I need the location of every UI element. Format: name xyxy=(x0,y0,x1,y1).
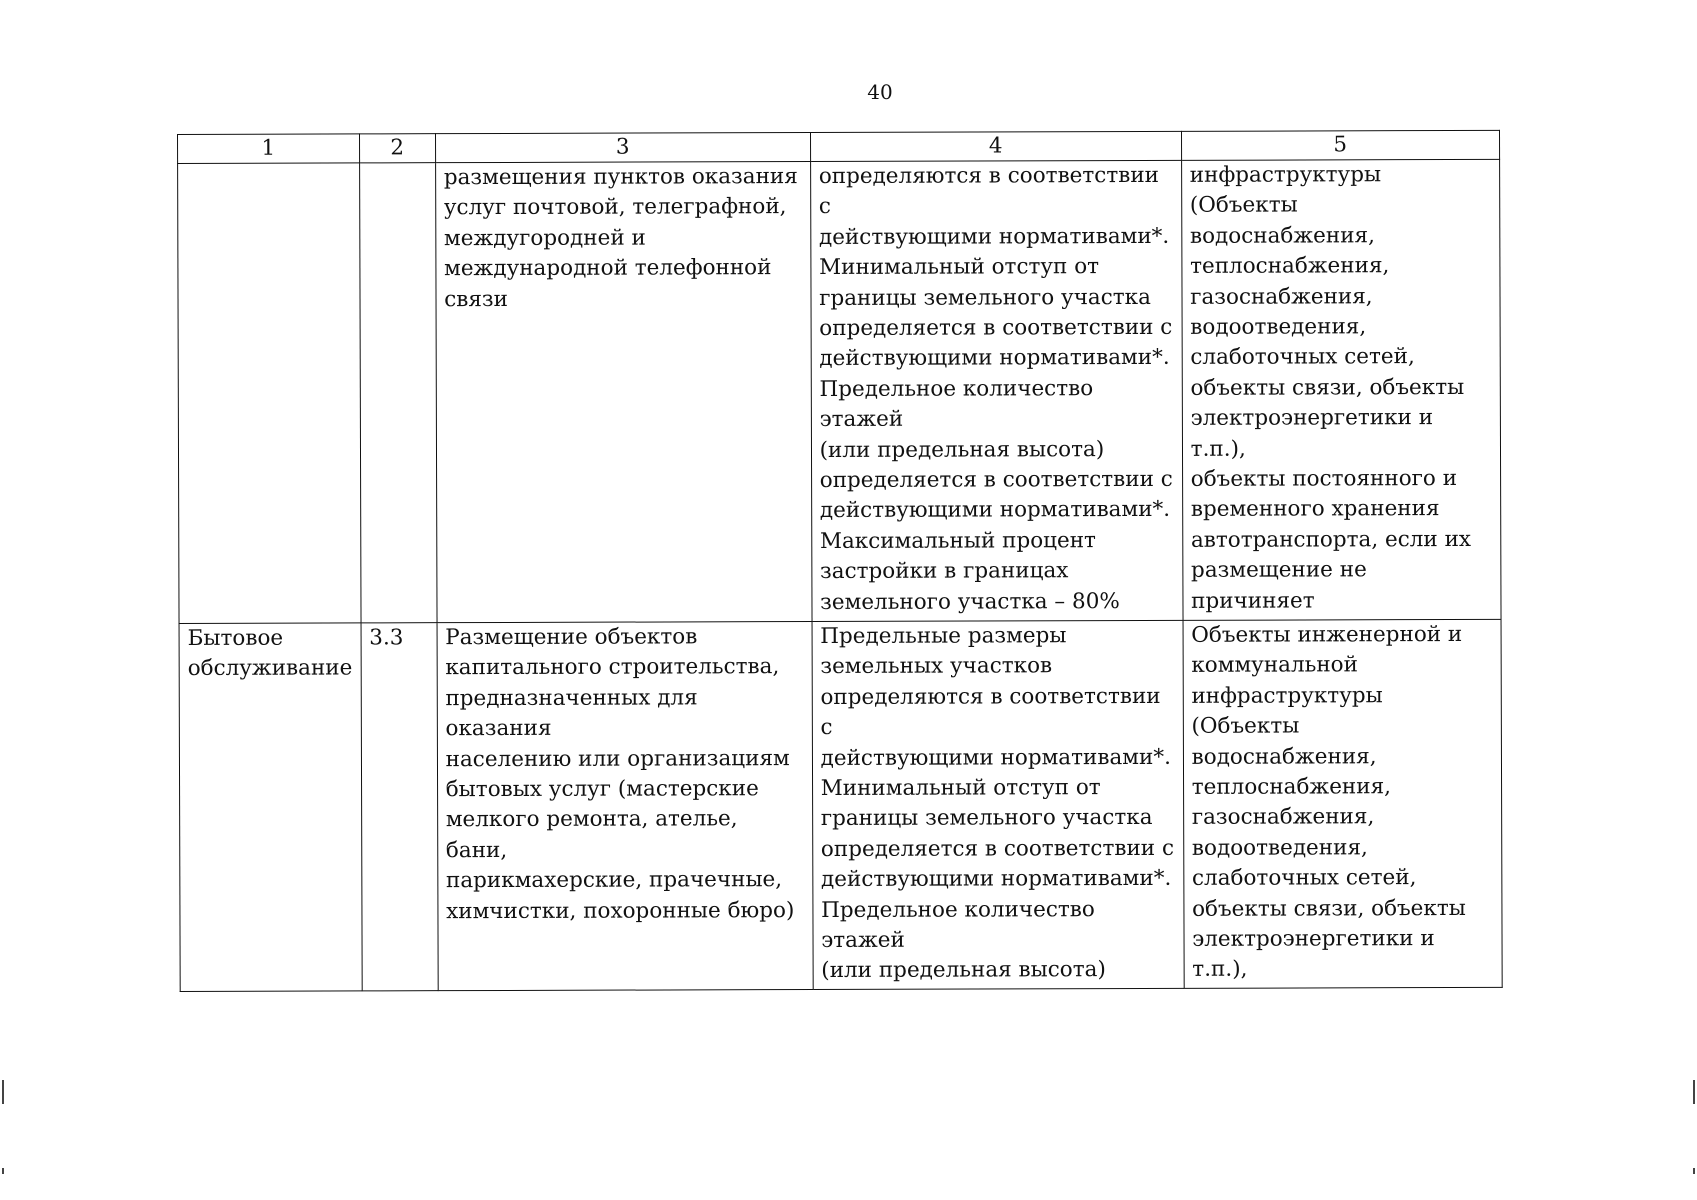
column-header-5: 5 xyxy=(1181,130,1499,160)
scan-margin-mark-right-bottom xyxy=(1693,1168,1695,1174)
cell-use-name xyxy=(178,163,361,624)
column-header-2: 2 xyxy=(359,134,435,163)
cell-auxiliary-uses xyxy=(1183,619,1502,988)
cell-text xyxy=(368,163,428,621)
cell-text xyxy=(186,163,352,622)
cell-use-name xyxy=(179,623,362,992)
cell-text: Размещение объектов капитального строительства, предназначенных для оказания населению или организациям бытовых услуг (мастерские мелкого ремонта, ателье, бани, парикмахерские, прачечные, химчистки, похоронные бюро) xyxy=(445,624,795,924)
zoning-table xyxy=(177,130,1502,992)
cell-auxiliary-uses xyxy=(1181,159,1500,620)
cell-text: размещения пунктов оказания услуг почтовой, телеграфной, междугородней и международной телефонной связи xyxy=(443,164,798,312)
column-header-1: 1 xyxy=(178,134,360,164)
scan-margin-mark-left xyxy=(2,1080,4,1104)
table-row xyxy=(179,619,1502,991)
table-header-row xyxy=(178,130,1500,163)
cell-text: инфраструктуры (Объекты водоснабжения, теплоснабжения, газоснабжения, водоотведения, слаботочных сетей, объекты связи, объекты электроэнергетики и т.п.), объекты постоянного и временного хранения автотранспорта, если их размещение не причиняет xyxy=(1189,162,1472,614)
cell-parameters xyxy=(810,160,1182,621)
cell-use-code xyxy=(359,163,436,623)
cell-text: Предельные размеры земельных участков определяются в соответствии с действующими нормативами*. Минимальный отступ от границы земельного участка определяется в соответствии с действующими нормативами*. Предельное количество этажей (или предельная высота) xyxy=(820,623,1175,984)
cell-parameters xyxy=(812,620,1184,989)
cell-text: Объекты инженерной и коммунальной инфраструктуры (Объекты водоснабжения, теплоснабжения, газоснабжения, водоотведения, слаботочных сетей, объекты связи, объекты электроэнергетики и т.п.), xyxy=(1191,621,1466,983)
table-row xyxy=(178,159,1501,623)
cell-text: определяются в соответствии с действующими нормативами*. Минимальный отступ от границы земельного участка определяется в соответствии с действующими нормативами*. Предельное количество этажей (или предельная высота) определяется в соответствии с действующими нормативами*. Максимальный процент застройки в границах земельного участка – 80% xyxy=(818,162,1173,615)
scan-margin-mark-left-bottom xyxy=(2,1168,4,1174)
cell-use-description xyxy=(437,622,813,991)
cell-use-code xyxy=(361,623,438,991)
column-header-3: 3 xyxy=(435,133,810,163)
cell-text: Бытовое обслуживание xyxy=(187,625,353,682)
cell-use-description xyxy=(435,162,811,623)
scan-margin-mark-right xyxy=(1693,1080,1695,1104)
cell-text: 3.3 xyxy=(369,625,404,651)
column-header-4: 4 xyxy=(810,131,1181,161)
page-number: 40 xyxy=(867,80,893,104)
